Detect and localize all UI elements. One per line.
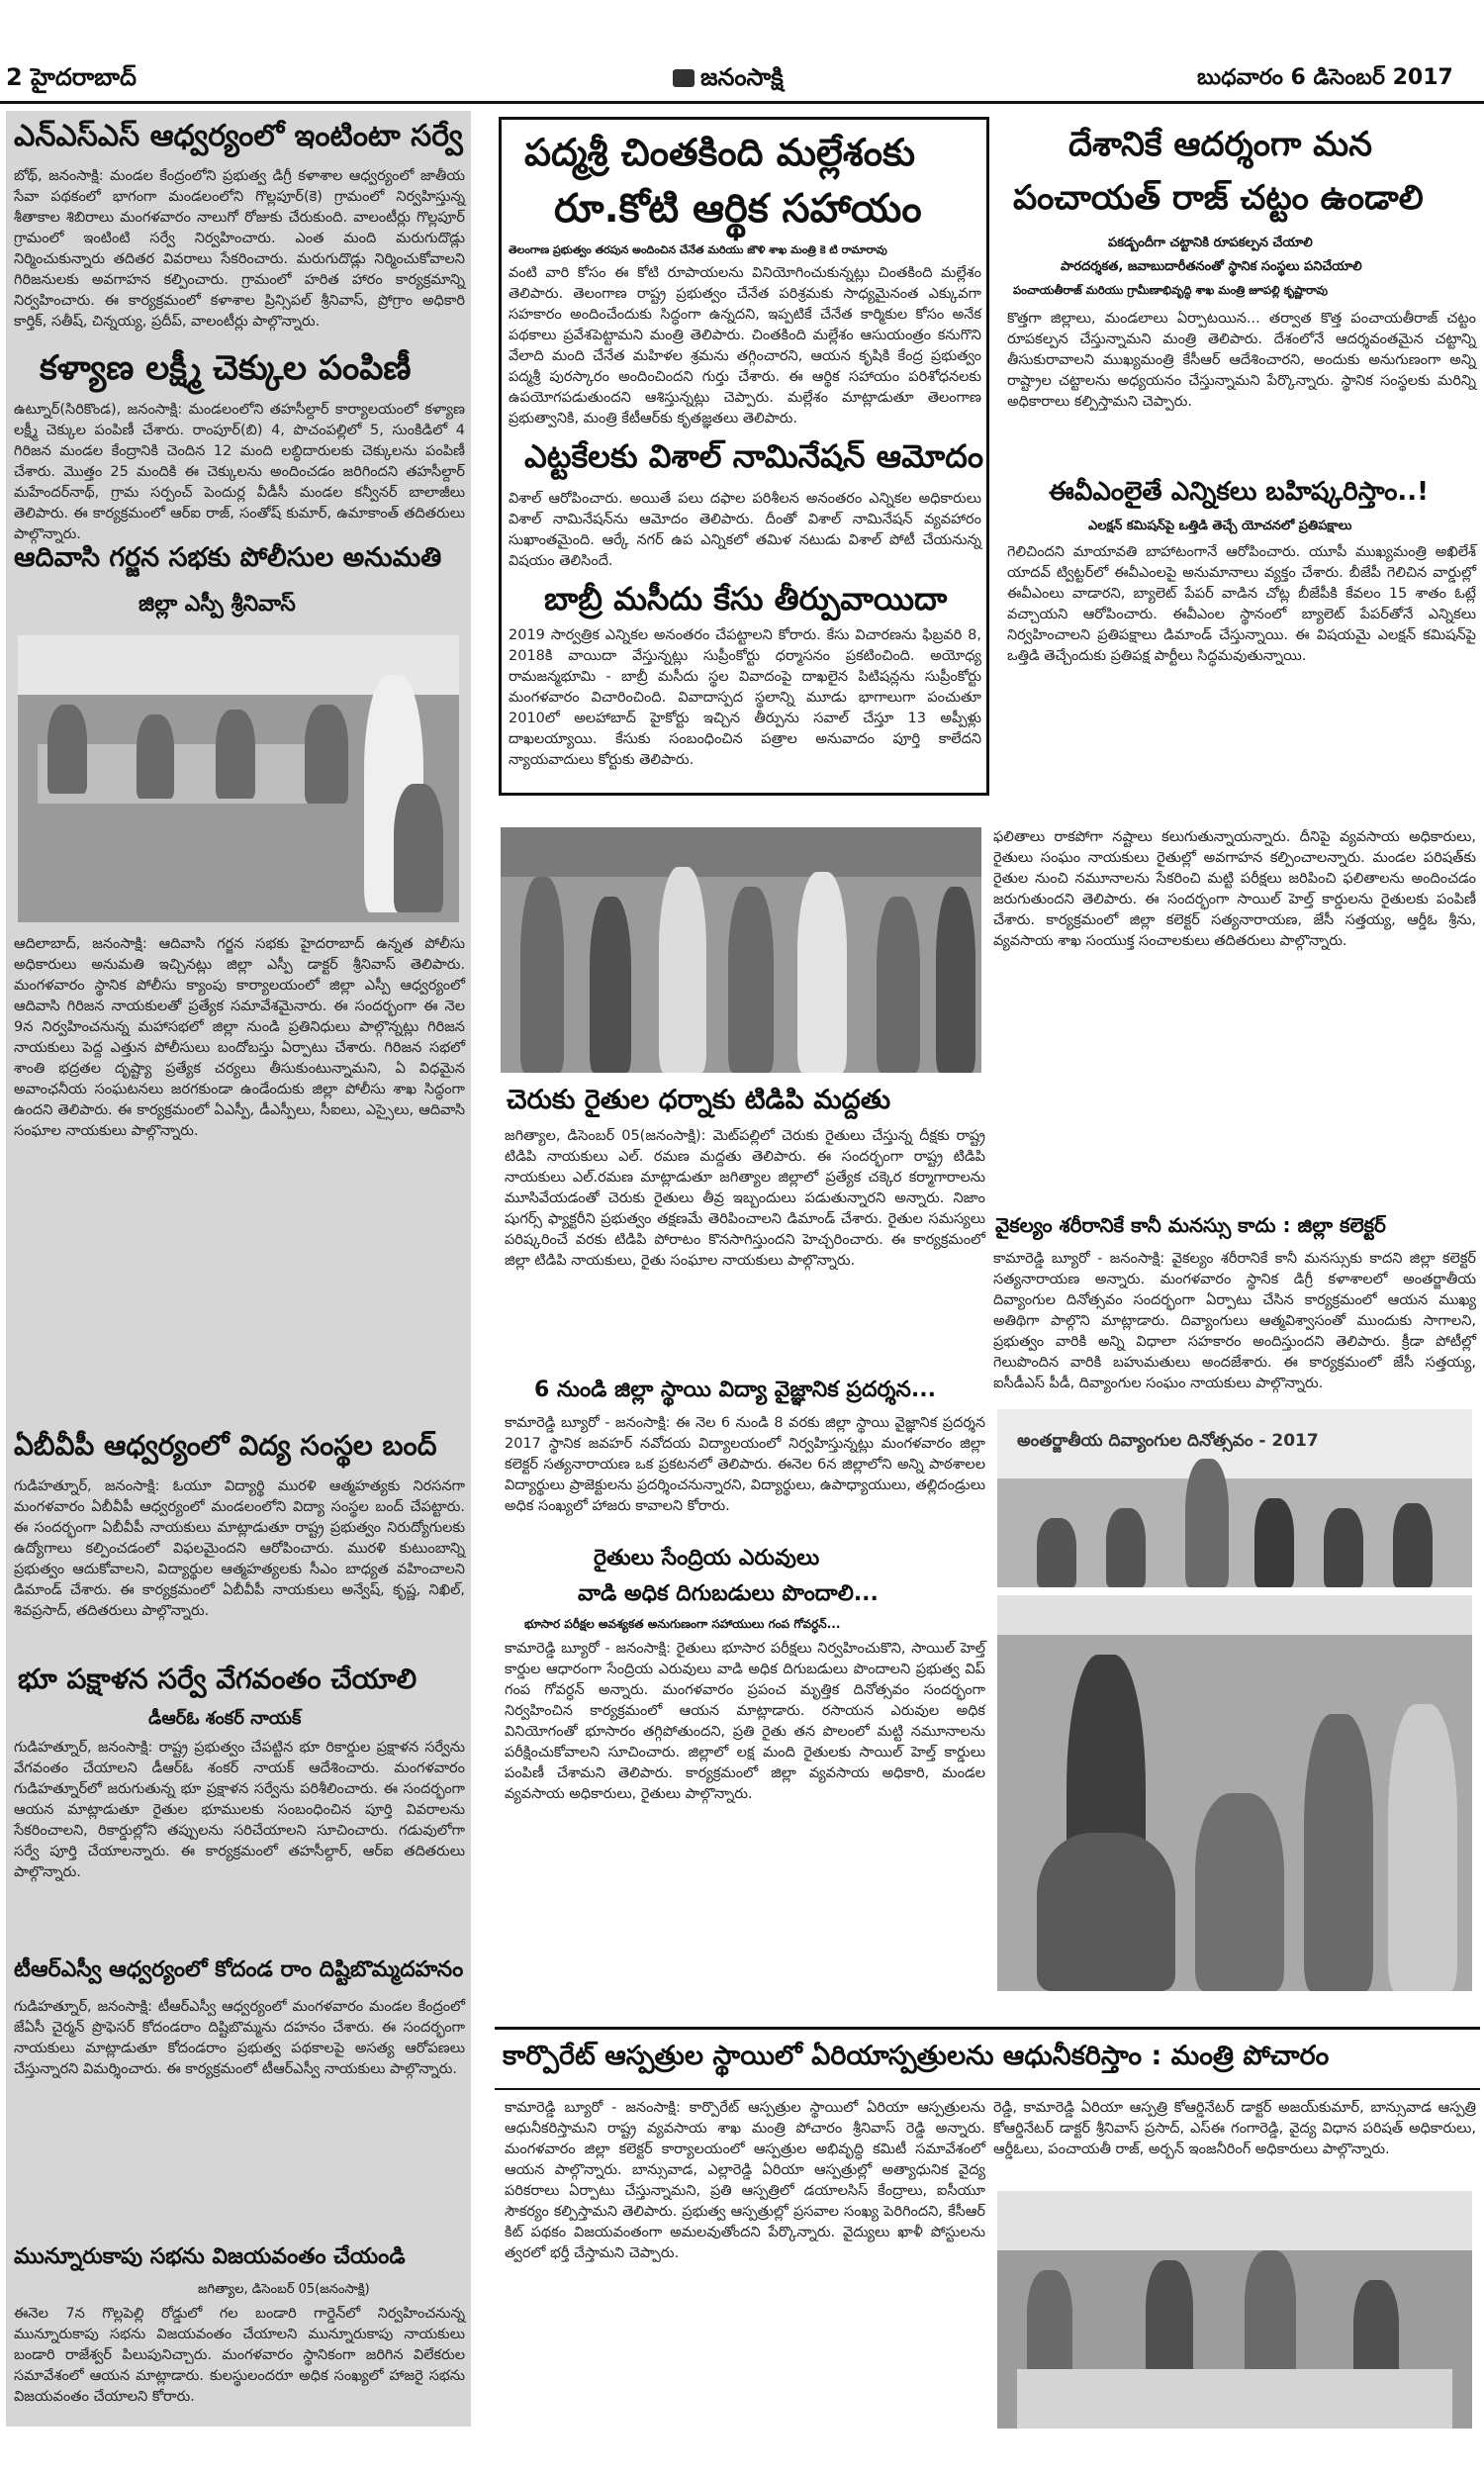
page-number-location: 2 హైదరాబాద్ [6,63,137,91]
headline-babri-case: బాబ్రీ మసీదు కేసు తీర్పువాయిదా [544,580,948,618]
bullet-organic-fertilizer: భూసార పరీక్షల అవశ్యకత అనుగుణంగా సహాయులు గంప గోవర్ధన్... [524,1617,841,1631]
masthead-rule [0,101,1484,104]
headline-organic-fertilizer-1: రైతులు సేంద్రియ ఎరువులు [594,1546,820,1571]
bullet-evm: ఎలక్షన్ కమిషన్‌పై ఒత్తిడి తెచ్చే యోచనలో ప్రతిపక్షాలు [1088,519,1352,533]
article-land-survey: గుడిహత్నూర్, జనంసాక్షి: రాష్ట్ర ప్రభుత్వం చేపట్టిన భూ రికార్డుల ప్రక్షాళన సర్వేను వేగవంతం చేయాలని డీఆర్ఓ శంకర్ నాయక్ ఆదేశించారు. మంగళవారం గుడిహత్నూర్‌లో జరుగుతున్న భూ ప్రక్షాళన సర్వేను పరిశీలించారు. ఈ సందర్భంగా ఆయన మాట్లాడుతూ రైతుల భూములకు సంబంధించిన పూర్తి వివరాలను సేకరించాలని, రికార్డుల్లోని తప్పులను సరిచేయాలని సూచించారు. గడువులోగా సర్వే పూర్తి చేయాలన్నారు. ఈ కార్యక్రమంలో తహసీల్దార్, ఆర్ఐ తదితరులు పాల్గొన్నారు. [14,1740,465,1880]
subhead-district-sp: జిల్లా ఎస్పీ శ్రీనివాస్ [139,592,296,617]
newspaper-logo [673,63,784,97]
article-trsv-protest: గుడిహత్నూర్, జనంసాక్షి: టీఆర్ఎస్వీ ఆధ్వర్యంలో మంగళవారం మండల కేంద్రంలో జేఏసీ చైర్మన్ ప్రొఫెసర్ కోదండరాం దిష్టిబొమ్మను దహనం చేశారు. ఈ సందర్భంగా నాయకులు మాట్లాడుతూ కోదండరాం ప్రభుత్వ పథకాలపై అసత్య ఆరోపణలు చేస్తున్నారని విమర్శించారు. ఈ కార్యక్రమంలో టీఆర్ఎస్వీ నాయకులు పాల్గొన్నారు. [14,1999,465,2077]
newspaper-name: జనంసాక్షి [700,63,784,91]
article-organic-fertilizer: కామారెడ్డి బ్యూరో - జనంసాక్షి: రైతులు భూసార పరీక్షలు నిర్వహించుకొని, సాయిల్ హెల్త్ కార్డుల ఆధారంగా సేంద్రియ ఎరువులు వాడి అధిక దిగుబడులు పొందాలని ప్రభుత్వ విప్ గంప గోవర్ధన్ అన్నారు. మంగళవారం ప్రపంచ మృత్తిక దినోత్సవం సందర్భంగా నిర్వహించిన కార్యక్రమంలో ఆయన మాట్లాడారు. రసాయన ఎరువుల అధిక వినియోగంతో భూసారం తగ్గిపోతుందని, ప్రతి రైతు తన పొలంలో మట్టి నమూనాలను పరీక్షించుకోవాలని సూచించారు. జిల్లాలో లక్ష మంది రైతులకు సాయిల్ హెల్త్ కార్డులు పంపిణీ చేశామని తెలిపారు. కార్యక్రమంలో జిల్లా వ్యవసాయ అధికారి, మండల వ్యవసాయ అధికారులు, రైతులు పాల్గొన్నారు. [505,1641,985,1802]
article-munnurukapu-sabha: ఈనెల 7న గొల్లపెల్లి రోడ్డులో గల బండారి గార్డెన్‌లో నిర్వహించనున్న మున్నూరుకాపు సభను విజయవంతం చేయాలని మున్నూరుకాపు నాయకులు బండారి రాజేశ్వర్ పిలుపునిచ్చారు. మంగళవారం స్థానికంగా జరిగిన విలేకరుల సమావేశంలో ఆయన మాట్లాడారు. కులస్థులందరూ అధిక సంఖ్యలో హాజరై సభను విజయవంతం చేయాలని కోరారు. [14,2306,465,2405]
article-abvp-bandh: గుడిహత్నూర్, జనంసాక్షి: ఓయూ విద్యార్థి మురళి ఆత్మహత్యకు నిరసనగా మంగళవారం ఏబీవీపీ ఆధ్వర్యంలో మండలంలోని విద్యా సంస్థల బంద్ చేపట్టారు. ఈ సందర్భంగా ఏబీవీపీ నాయకులు మాట్లాడుతూ రాష్ట్ర ప్రభుత్వం నిరుద్యోగులకు ఉద్యోగాలు కల్పించడంలో విఫలమైందని ఆరోపించారు. మురళి కుటుంబాన్ని ప్రభుత్వం ఆదుకోవాలని, విద్యార్థుల ఆత్మహత్యలకు సీఎం బాధ్యత వహించాలని డిమాండ్ చేశారు. ఈ కార్యక్రమంలో ఏబీవీపీ నాయకులు అన్వేష్, కృష్ణ, నిఖిల్, శివప్రసాద్, తదితరులు పాల్గొన్నారు. [14,1478,465,1619]
bullet-mallesham: తెలంగాణ ప్రభుత్వం తరపున అందించిన చేనేత మరియు జౌళి శాఖ మంత్రి కె టి రామారావు [509,243,887,256]
article-disability-collector: కామారెడ్డి బ్యూరో - జనంసాక్షి: వైకల్యం శరీరానికే కానీ మనస్సుకు కాదని జిల్లా కలెక్టర్ సత్యనారాయణ అన్నారు. మంగళవారం స్థానిక డిగ్రీ కళాశాలలో అంతర్జాతీయ దివ్యాంగుల దినోత్సవం సందర్భంగా ఏర్పాటు చేసిన కార్యక్రమంలో ఆయన ముఖ్య అతిథిగా పాల్గొని మాట్లాడారు. దివ్యాంగులు ఆత్మవిశ్వాసంతో ముందుకు సాగాలని, ప్రభుత్వం వారికి అన్ని విధాలా సహకారం అందిస్తుందని తెలిపారు. క్రీడా పోటీల్లో గెలుపొందిన వారికి బహుమతులు అందజేశారు. ఈ కార్యక్రమంలో జేసీ సత్తయ్య, ఐసీడీఎస్ పీడీ, దివ్యాంగుల సంఘం నాయకులు పాల్గొన్నారు. [993,1251,1476,1391]
headline-science-fair: 6 నుండి జిల్లా స్థాయి విద్యా వైజ్ఞానిక ప్రదర్శన... [534,1378,936,1402]
article-vishal-nomination: విశాల్ ఆరోపించారు. అయితే పలు దఫాల పరిశీలన అనంతరం ఎన్నికల అధికారులు విశాల్ నామినేషన్‌ను ఆమోదం తెలిపారు. దీంతో విశాల్ నామినేషన్ వ్యవహారం సుఖాంతమైంది. ఆర్కే నగర్ ఉప ఎన్నికలో తమిళ నటుడు విశాల్ పోటీ చేయనున్న విషయం తెలిసిందే. [509,491,981,569]
article-babri-case: 2019 సార్వత్రిక ఎన్నికల అనంతరం చేపట్టాలని కోరారు. కేసు విచారణను ఫిబ్రవరి 8, 2018కి వాయిదా వేస్తున్నట్లు సుప్రీంకోర్టు ధర్మాసనం ప్రకటించింది. అయోధ్య రామజన్మభూమి - బాబ్రీ మసీదు స్థల వివాదంపై దాఖలైన పిటిషన్లను సుప్రీంకోర్టు మంగళవారం విచారించింది. వివాదాస్పద స్థలాన్ని మూడు భాగాలుగా పంచుతూ 2010లో అలహాబాద్ హైకోర్టు ఇచ్చిన తీర్పును సవాల్ చేస్తూ 13 అప్పీళ్లు దాఖలయ్యాయి. కేసుకు సంబంధించిన పత్రాల అనువాదం పూర్తి కాలేదని న్యాయవాదులు కోర్టుకు తెలిపారు. [509,627,981,768]
bullet-panchayat-1: పకడ్బందీగా చట్టానికి రూపకల్పన చేయాలి [1108,236,1313,250]
article-hospital-attendees: రెడ్డి, కామారెడ్డి ఏరియా ఆస్పత్రి కోఆర్డినేటర్ డాక్టర్ అజయ్‌కుమార్, బాన్సువాడ ఆస్పత్రి కోఆర్డినేటర్ డాక్టర్ శ్రీనివాస్ ప్రసాద్, ఎస్ఈ గంగారెడ్డి, వైద్య విధాన పరిషత్ అధికారులు, ఆర్డీఓలు, పంచాయతీ రాజ్, అర్బన్ ఇంజనీరింగ్ అధికారులు పాల్గొన్నారు. [993,2100,1476,2157]
logo-icon [673,69,695,87]
bottom-top-rule [495,2027,1480,2030]
bottom-headline-rule [495,2088,1480,2090]
article-hospital-modernize: కామారెడ్డి బ్యూరో - జనంసాక్షి: కార్పొరేట్ ఆస్పత్రుల స్థాయిలో ఏరియా ఆస్పత్రులను ఆధునీకరిస్తామని రాష్ట్ర వ్యవసాయ శాఖ మంత్రి పోచారం శ్రీనివాస్ రెడ్డి అన్నారు. మంగళవారం జిల్లా కలెక్టర్ కార్యాలయంలో ఆస్పత్రుల అభివృద్ధి కమిటీ సమావేశంలో ఆయన పాల్గొన్నారు. బాన్సువాడ, ఎల్లారెడ్డి ఏరియా ఆస్పత్రుల్లో అత్యాధునిక వైద్య పరికరాలు ఏర్పాటు చేస్తున్నామని, ప్రతి ఆస్పత్రిలో డయాలసిస్ కేంద్రాలు, ఐసీయూ సౌకర్యం కల్పిస్తామని తెలిపారు. ప్రభుత్వ ఆస్పత్రుల్లో ప్రసవాల సంఖ్య పెరిగిందని, కేసీఆర్ కిట్ పథకం విజయవంతంగా అమలవుతోందని పేర్కొన్నారు. వైద్యులు ఖాళీ పోస్టులను త్వరలో భర్తీ చేస్తామని చెప్పారు. [505,2100,985,2261]
headline-disability-collector: వైకల్యం శరీరానికే కానీ మనస్సు కాదు : జిల్లా కలెక్టర్ [995,1213,1386,1237]
headline-sugarcane-tdp: చెరుకు రైతుల ధర్నాకు టిడిపి మద్దతు [507,1085,891,1115]
headline-hospital-modernize: కార్పొరేట్ ఆస్పత్రుల స్థాయిలో ఏరియాస్పత్రులను ఆధునీకరిస్తాం : మంత్రి పోచారం [503,2041,1330,2071]
photo-disability-award [997,1595,1472,1991]
headline-adivasi-garjana: ఆదివాసి గర్జన సభకు పోలీసుల అనుమతి [14,542,442,573]
article-kalyana-lakshmi: ఉట్నూర్(సిరికొండ), జనంసాక్షి: మండలంలోని తహసీల్దార్ కార్యాలయంలో కళ్యాణ లక్ష్మీ చెక్కుల పంపిణీ చేశారు. రాంపూర్(బి) 4, పొచంపల్లిలో 5, సుంకిడిలో 4 గిరిజన మండల కేంద్రానికి చెందిన 12 మంది లబ్ధిదారులకు చెక్కులను పంపిణీ చేశారు. మొత్తం 25 మందికి ఈ చెక్కులను అందించడం జరిగిందని తహసీల్దార్ మహేందర్‌నాథ్, గ్రామ సర్పంచ్ పెందుర్ల వీడీసీ మండల కన్వీనర్ బాలాజీలు తెలిపారు. ఈ కార్యక్రమంలో ఆర్ఐ రాజ్, సంతోష్ కుమార్, ఉమాకాంత్ తదితరులు పాల్గొన్నారు. [14,402,465,542]
headline-vishal-nomination: ఎట్టకేలకు విశాల్ నామినేషన్ ఆమోదం [524,437,984,475]
headline-panchayat-raj-1: దేశానికే ఆదర్శంగా మన [1068,125,1372,164]
bullet-panchayat-2: పారదర్శకత, జవాబుదారీతనంతో స్థానిక సంస్థలు పనిచేయాలి [1061,259,1362,274]
article-sugarcane-tdp: జగిత్యాల, డిసెంబర్ 05(జనంసాక్షి): మెట్‌పల్లిలో చెరుకు రైతులు చేస్తున్న దీక్షకు రాష్ట్ర టిడిపి నాయకులు ఎల్. రమణ మద్దతు తెలిపారు. ఈ సందర్భంగా రాష్ట్ర టిడిపి నాయకులు ఎల్.రమణ మాట్లాడుతూ జగిత్యాల జిల్లాలో ప్రత్యేక చక్కెర కర్మాగారాలను మూసివేయడంతో చెరుకు రైతులు తీవ్ర ఇబ్బందులు పడుతున్నారని అన్నారు. నిజాం షుగర్స్ ఫ్యాక్టరీని ప్రభుత్వం తక్షణమే తెరిపించాలని డిమాండ్ చేశారు. రైతుల సమస్యలు పరిష్కరించే వరకు టిడిపి పోరాటం కొనసాగిస్తుందని హెచ్చరించారు. ఈ కార్యక్రమంలో జిల్లా టిడిపి నాయకులు, రైతు సంఘాల నాయకులు పాల్గొన్నారు. [505,1128,985,1269]
article-adivasi-garjana: ఆదిలాబాద్, జనంసాక్షి: ఆదివాసి గర్జన సభకు హైదరాబాద్ ఉన్నత పోలీసు అధికారులు అనుమతి ఇచ్చినట్లు జిల్లా ఎస్పీ డాక్టర్ శ్రీనివాస్ తెలిపారు. మంగళవారం స్థానిక పోలీసు క్యాంపు కార్యాలయంలో జిల్లా ఎస్పీ ఆధ్వర్యంలో ఆదివాసి గిరిజన నాయకులతో ప్రత్యేక సమావేశమైనారు. ఈ సందర్భంగా ఈ నెల 9న నిర్వహించనున్న మహాసభలో జిల్లా నుండి ప్రతినిధులు పాల్గొన్నట్లు గిరిజన నాయకులు పెద్ద ఎత్తున పోలీసులు బందోబస్తు ఏర్పాటు చేశారు. గిరిజన సభలో శాంతి భద్రతల దృష్ట్యా ప్రత్యేక చర్యలు తీసుకుంటున్నామని, ఏ విధమైన అవాంఛనీయ సంఘటనలు జరగకుండా ఉండేందుకు జిల్లా పోలీసు శాఖ సిద్ధంగా ఉందని తెలిపారు. ఈ కార్యక్రమంలో ఏఎస్పీ, డీఎస్పీలు, సీఐలు, ఎస్సైలు, ఆదివాసి సంఘాల నాయకులు పాల్గొన్నారు. [14,936,465,1139]
headline-kalyana-lakshmi: కళ్యాణ లక్ష్మీ చెక్కుల పంపిణీ [40,348,412,388]
bullet-panchayat-3: పంచాయతీరాజ్ మరియు గ్రామీణాభివృద్ధి శాఖ మంత్రి జూపల్లి కృష్ణారావు [1013,283,1329,297]
article-evm-boycott: గెలిచిందని మాయావతి బాహాటంగానే ఆరోపించారు. యూపీ ముఖ్యమంత్రి అఖిలేశ్ యాదవ్ ట్విట్టర్‌లో ఈవీఎంలపై అనుమానాలు వ్యక్తం చేశారు. బీజేపీ గెలిచిన వార్డుల్లో ఈవీఎంలు వాడారని, బ్యాలెట్ పేపర్ వాడిన చోట్ల బీజేపీకి కేవలం 15 శాతం ఓట్లే వచ్చాయని ఆరోపించారు. ఈవీఎంల స్థానంలో బ్యాలెట్ పేపర్‌తోనే ఎన్నికలు నిర్వహించాలని ప్రతిపక్షాలు డిమాండ్ చేస్తున్నాయి. ఈ విషయమై ఎలక్షన్ కమిషన్‌పై ఒత్తిడి తెచ్చేందుకు ప్రతిపక్ష పార్టీలు సిద్ధమవుతున్నాయి. [1007,544,1476,664]
headline-evm-boycott: ఈవీఎంలైతే ఎన్నికలు బహిష్కరిస్తాం..! [1049,477,1430,507]
dateline-munnurukapu: జగిత్యాల, డిసెంబర్ 05(జనంసాక్షి) [198,2282,370,2297]
article-nss-survey: బోథ్, జనంసాక్షి: మండల కేంద్రంలోని ప్రభుత్వ డిగ్రీ కళాశాల ఆధ్వర్యంలో జాతీయ సేవా పథకంలో భాగంగా మండలంలోని గొల్లపూర్(కె) గ్రామంలో నిర్వహిస్తున్న శీతాకాల శిబిరాలు మంగళవారం నాలుగో రోజుకు చేరుకుంది. వాలంటీర్లు గొల్లపూర్ గ్రామంలో ఇంటింటి సర్వే నిర్వహించారు. ఎంత మంది మరుగుదొడ్లు నిర్మించుకున్నారు తదితర వివరాలు సేకరించారు. మరుగుదొడ్లు నిర్మించుకోవాలని గిరిజనులకు అవగాహన కల్పించారు. గ్రామంలో హరిత హారం కార్యక్రమాన్ని నిర్వహించారు. ఈ కార్యక్రమంలో కళాశాల ప్రిన్సిపల్ శ్రీనివాస్, ప్రోగ్రాం అధికారి కార్తిక్, సతీష్, చిన్నయ్య, ప్రదీప్, వాలంటీర్లు పాల్గొన్నారు. [14,168,465,330]
headline-mallesham-2: రూ.కోటి ఆర్థిక సహాయం [554,186,922,232]
headline-land-survey: భూ పక్షాళన సర్వే వేగవంతం చేయాలి [18,1663,417,1695]
photo-disability-event [997,1409,1472,1587]
banner-disability-day: అంతర్జాతీయ దివ్యాంగుల దినోత్సవం - 2017 [1017,1431,1319,1451]
article-mallesham: వంటి వారి కోసం ఈ కోటి రూపాయలను వినియోగించుకున్నట్లు చింతకింది మల్లేశం తెలిపారు. తెలంగాణ రాష్ట్ర ప్రభుత్వం చేనేత పరిశ్రమకు సాధ్యమైనంత ఎక్కువగా సహకారం అందించేందుకు సిద్ధంగా ఉన్నదని, ఇప్పటికే చేనేత కార్మికుల కోసం అనేక పథకాలు ప్రవేశపెట్టామని మంత్రి తెలిపారు. చింతకింది మల్లేశం ఆసుయంత్రం కనుగొని వేలాది మంది చేనేత మహిళల శ్రమను తగ్గించారని, ఆయన కృషికి కేంద్ర ప్రభుత్వం పద్మశ్రీ పురస్కారం అందించిందని గుర్తు చేశారు. ఈ ఆర్థిక సహాయం పరిశోధనలకు ఉపయోగపడుతుందని ఆశిస్తున్నట్లు చెప్పారు. మల్లేశం మాట్లాడుతూ తెలంగాణ ప్రభుత్వానికి, మంత్రి కేటీఆర్‌కు కృతజ్ఞతలు తెలిపారు. [509,265,981,427]
headline-trsv-protest: టీఆర్ఎస్వీ ఆధ్వర్యంలో కోదండ రాం దిష్టిబొమ్మదహనం [14,1957,464,1982]
photo-hospital-meeting [997,2191,1472,2428]
photo-sugarcane-protest [501,827,981,1073]
publication-date: బుధవారం 6 డిసెంబర్ 2017 [1197,65,1453,90]
headline-nss-survey: ఎన్‌ఎస్‌ఎస్ ఆధ్వర్యంలో ఇంటింటా సర్వే [14,119,463,153]
article-soil-health-continued: ఫలితాలు రాకపోగా నష్టాలు కలుగుతున్నాయన్నారు. దీనిపై వ్యవసాయ అధికారులు, రైతులు సంఘం నాయకులు రైతుల్లో అవగాహన కల్పించాలన్నారు. మండల పరిషత్‌కు రైతుల నుంచి నమూనాలను సేకరించి మట్టి పరీక్షలు జరిపించి ఫలితాలను అందించడం జరుగుతుందని తెలిపారు. ఈ సందర్భంగా సాయిల్ హెల్త్ కార్డులను రైతులకు పంపిణీ చేశారు. కార్యక్రమంలో జిల్లా కలెక్టర్ సత్యనారాయణ, జేసీ సత్తయ్య, ఆర్డీఓ శ్రీను, వ్యవసాయ శాఖ సంయుక్త సంచాలకులు తదితరులు పాల్గొన్నారు. [993,829,1476,949]
article-science-fair: కామారెడ్డి బ్యూరో - జనంసాక్షి: ఈ నెల 6 నుండి 8 వరకు జిల్లా స్థాయి వైజ్ఞానిక ప్రదర్శన 2017 స్థానిక జవహర్ నవోదయ విద్యాలయంలో నిర్వహిస్తున్నట్లు మంగళవారం జిల్లా కలెక్టర్ సత్యనారాయణ ఒక ప్రకటనలో తెలిపారు. ఈనెల 6న జిల్లాలోని అన్ని పాఠశాలల విద్యార్థులు ప్రాజెక్టులను ప్రదర్శించనున్నారని, విద్యార్థులు, ఉపాధ్యాయులు, తల్లిదండ్రులు అధిక సంఖ్యలో హాజరు కావాలని కోరారు. [505,1415,985,1514]
photo-police-meeting [18,635,459,922]
article-panchayat-raj: కొత్తగా జిల్లాలు, మండలాలు ఏర్పాటయిన... తర్వాత కొత్త పంచాయతీరాజ్ చట్టం రూపకల్పన చేస్తున్నామని మంత్రి తెలిపారు. దేశంలోనే ఆదర్శవంతమైన చట్టాన్ని తీసుకురావాలని ముఖ్యమంత్రి కేసీఆర్ ఆదేశించారని, అందుకు అనుగుణంగా అన్ని రాష్ట్రాల చట్టాలను అధ్యయనం చేస్తున్నామని పేర్కొన్నారు. స్థానిక సంస్థలకు మరిన్ని అధికారాలు కల్పిస్తామని చెప్పారు. [1007,311,1476,410]
headline-abvp-bandh: ఏబీవీపీ ఆధ్వర్యంలో విద్య సంస్థల బంద్ [14,1429,437,1462]
headline-mallesham-1: పద్మశ్రీ చింతకింది మల్లేశంకు [524,131,915,174]
headline-panchayat-raj-2: పంచాయత్ రాజ్ చట్టం ఉండాలి [1013,178,1424,218]
subhead-dro: డీఆర్ఓ శంకర్ నాయక్ [148,1708,302,1729]
headline-organic-fertilizer-2: వాడి అధిక దిగుబడులు పొందాలి... [578,1581,879,1606]
headline-munnurukapu-sabha: మున్నూరుకాపు సభను విజయవంతం చేయండి [14,2244,406,2269]
